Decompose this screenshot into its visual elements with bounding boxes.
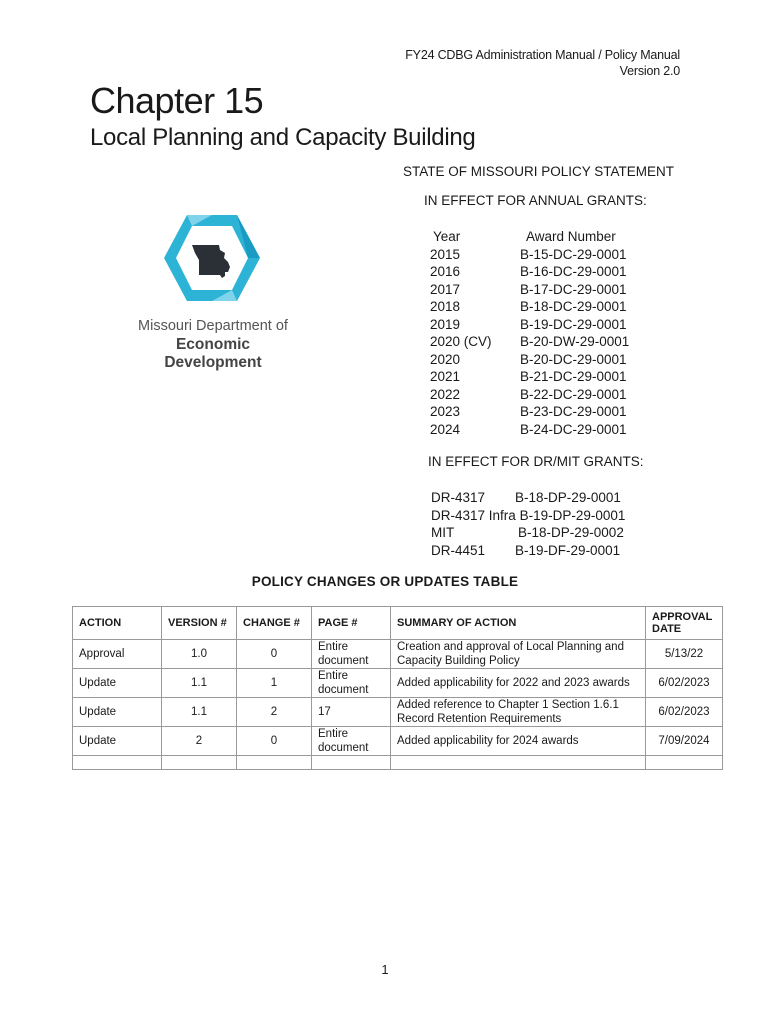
annual-grants-header	[430, 228, 640, 246]
hexagon-logo-icon	[162, 212, 262, 304]
dept-logo	[128, 212, 298, 372]
cell-change: 1	[237, 669, 312, 698]
dr-grant-row	[431, 507, 625, 525]
table-row-empty	[73, 756, 723, 770]
annual-grant-row	[430, 281, 640, 299]
cell-summary: Added reference to Chapter 1 Section 1.6.1 Record Retention Requirements	[391, 698, 646, 727]
empty-cell	[391, 756, 646, 770]
dr-grant-spacer	[454, 524, 518, 542]
dr-grant-spacer	[485, 489, 515, 507]
dr-grant-name: DR-4317	[431, 490, 486, 505]
empty-cell	[162, 756, 237, 770]
cell-version: 1.1	[162, 669, 237, 698]
annual-grant-row	[430, 298, 640, 316]
grant-year: 2024	[430, 421, 461, 437]
annual-grant-row	[430, 351, 640, 369]
cell-version: 1.0	[162, 640, 237, 669]
header-title: FY24 CDBG Administration Manual / Policy Manual	[405, 48, 680, 62]
grant-award-number: B-24-DC-29-0001	[520, 421, 627, 437]
cell-approval-date: 6/02/2023	[646, 669, 723, 698]
header-action: ACTION	[73, 607, 162, 640]
dr-grant-name: DR-4451	[431, 542, 486, 558]
annual-grants-list	[430, 228, 640, 438]
cell-action: Update	[73, 669, 162, 698]
dr-grant-spacer	[485, 542, 515, 560]
cell-action: Update	[73, 727, 162, 756]
cell-action: Update	[73, 698, 162, 727]
table-row	[73, 669, 723, 698]
chapter-subtitle: Local Planning and Capacity Building	[90, 124, 476, 151]
grant-year: 2022	[430, 386, 461, 402]
annual-grant-row	[430, 316, 640, 334]
annual-grant-row	[430, 421, 640, 439]
grant-award-number: B-22-DC-29-0001	[520, 386, 627, 402]
grant-year: 2021	[430, 369, 461, 384]
dr-grant-name: MIT	[431, 525, 455, 540]
annual-grant-row	[430, 386, 640, 404]
grant-year: 2015	[430, 246, 461, 262]
grant-year: 2023	[430, 404, 461, 419]
grant-award-number: B-23-DC-29-0001	[520, 404, 627, 419]
dr-grant-award-number: B-18-DP-29-0002	[518, 525, 624, 540]
dr-grants-list	[431, 489, 625, 559]
grant-award-number: B-19-DC-29-0001	[520, 316, 627, 332]
header-approval-date: APPROVAL DATE	[646, 607, 723, 640]
grant-award-number: B-20-DC-29-0001	[520, 351, 627, 367]
table-title: POLICY CHANGES OR UPDATES TABLE	[251, 574, 519, 589]
dr-grant-row	[431, 542, 625, 560]
grant-award-number: B-17-DC-29-0001	[520, 281, 627, 297]
page-number: 1	[381, 962, 389, 977]
policy-changes-table	[72, 606, 723, 770]
table-row	[73, 727, 723, 756]
cell-change: 2	[237, 698, 312, 727]
cell-page: Entire document	[312, 669, 391, 698]
empty-cell	[73, 756, 162, 770]
grant-year: 2017	[430, 281, 461, 297]
grant-year: 2019	[430, 316, 461, 332]
cell-page: Entire document	[312, 640, 391, 669]
logo-dept-line: Missouri Department of	[138, 318, 288, 334]
empty-cell	[312, 756, 391, 770]
grant-year: 2020 (CV)	[430, 334, 492, 349]
dr-grant-award-number: B-19-DF-29-0001	[515, 542, 621, 558]
annual-grant-row	[430, 246, 640, 264]
cell-action: Approval	[73, 640, 162, 669]
year-column-header: Year	[433, 229, 461, 244]
cell-version: 2	[162, 727, 237, 756]
empty-cell	[237, 756, 312, 770]
header-summary: SUMMARY OF ACTION	[391, 607, 646, 640]
table-row	[73, 640, 723, 669]
cell-approval-date: 7/09/2024	[646, 727, 723, 756]
grant-award-number: B-16-DC-29-0001	[520, 264, 627, 279]
table-row	[73, 698, 723, 727]
dr-grant-row	[431, 489, 625, 507]
cell-page: 17	[312, 698, 391, 727]
table-header-row	[73, 607, 723, 640]
annual-grants-heading: IN EFFECT FOR ANNUAL GRANTS:	[424, 193, 647, 208]
annual-grant-row	[430, 333, 640, 351]
logo-org-line: Economic Development	[164, 336, 262, 371]
grant-award-number: B-15-DC-29-0001	[520, 246, 627, 262]
cell-summary: Added applicability for 2024 awards	[391, 727, 646, 756]
dr-grant-award-number: B-19-DP-29-0001	[519, 507, 626, 523]
dr-grant-row	[431, 524, 625, 542]
header-page: PAGE #	[312, 607, 391, 640]
annual-grant-row	[430, 403, 640, 421]
grant-award-number: B-21-DC-29-0001	[520, 369, 627, 384]
award-column-header: Award Number	[526, 229, 616, 244]
header-version: VERSION #	[162, 607, 237, 640]
dr-grants-heading: IN EFFECT FOR DR/MIT GRANTS:	[428, 454, 644, 469]
grant-award-number: B-18-DC-29-0001	[520, 299, 627, 314]
grant-year: 2016	[430, 264, 461, 279]
annual-grant-row	[430, 368, 640, 386]
cell-change: 0	[237, 727, 312, 756]
annual-grant-row	[430, 263, 640, 281]
grant-year: 2018	[430, 299, 461, 314]
empty-cell	[646, 756, 723, 770]
cell-version: 1.1	[162, 698, 237, 727]
running-header	[405, 47, 680, 79]
grant-year: 2020	[430, 351, 461, 367]
chapter-title: Chapter 15	[90, 80, 264, 121]
cell-change: 0	[237, 640, 312, 669]
cell-approval-date: 6/02/2023	[646, 698, 723, 727]
cell-summary: Creation and approval of Local Planning and Capacity Building Policy	[391, 640, 646, 669]
cell-approval-date: 5/13/22	[646, 640, 723, 669]
header-change: CHANGE #	[237, 607, 312, 640]
cell-summary: Added applicability for 2022 and 2023 awards	[391, 669, 646, 698]
grant-award-number: B-20-DW-29-0001	[520, 334, 630, 349]
dr-grant-award-number: B-18-DP-29-0001	[515, 490, 621, 505]
cell-page: Entire document	[312, 727, 391, 756]
policy-statement: STATE OF MISSOURI POLICY STATEMENT	[403, 164, 675, 179]
dr-grant-name: DR-4317 Infra	[431, 507, 516, 523]
header-version: Version 2.0	[619, 64, 680, 78]
